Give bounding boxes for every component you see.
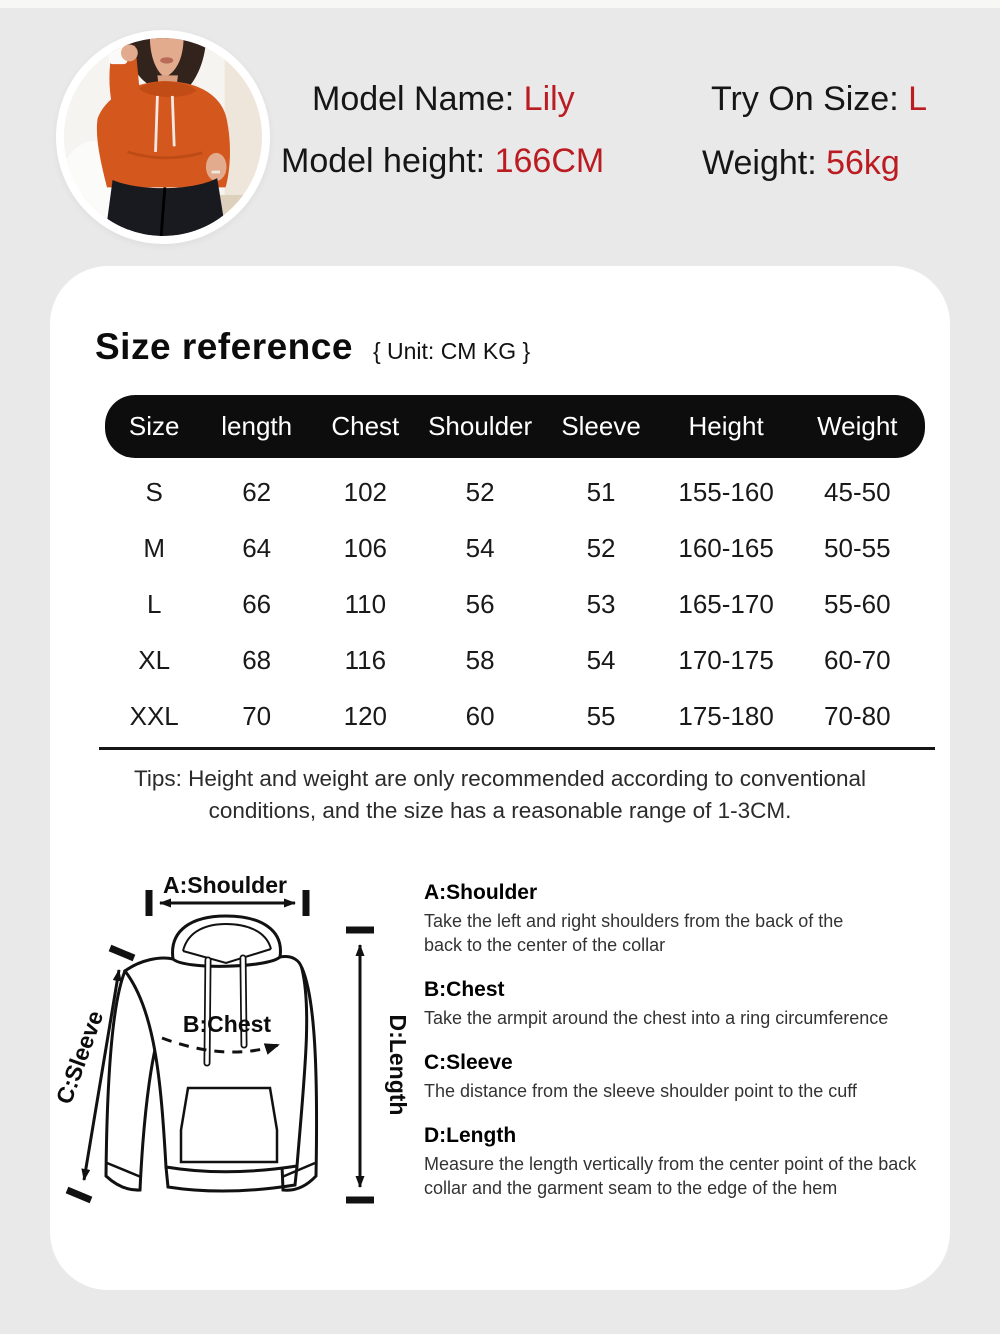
guide-block-length: [424, 1123, 969, 1200]
size-cell: 58: [465, 644, 495, 675]
size-cell: 52: [586, 532, 616, 563]
size-cell: 70-80: [824, 700, 891, 731]
size-cell: 155-160: [678, 476, 774, 507]
diagram-sleeve-label: C:Sleeve: [50, 1007, 109, 1108]
diagram-length-label: D:Length: [385, 1014, 411, 1116]
column-header-shoulder: Shoulder: [428, 411, 533, 441]
size-cell: 51: [586, 476, 616, 507]
size-cell: 160-165: [678, 532, 774, 563]
guide-title-sleeve: C:Sleeve: [424, 1051, 513, 1074]
size-cell: 116: [344, 644, 387, 675]
size-cell: 68: [242, 644, 272, 675]
model-photo-illustration: [64, 38, 262, 236]
model-name-line: [312, 80, 575, 119]
model-height-label: Model height:: [281, 142, 486, 180]
size-cell: 60: [465, 700, 495, 731]
guide-title-chest: B:Chest: [424, 978, 505, 1001]
model-weight-value: 56kg: [826, 144, 900, 182]
diagram-shoulder-label: A:Shoulder: [163, 872, 287, 898]
size-cell: 52: [465, 476, 495, 507]
try-on-label: Try On Size:: [711, 80, 899, 118]
size-cell: 110: [344, 588, 387, 619]
model-name-label: Model Name:: [312, 80, 515, 118]
size-cell: 50-55: [824, 532, 891, 563]
guide-desc-sleeve: The distance from the sleeve shoulder point to the cuff: [424, 1081, 857, 1101]
guide-desc-length: Measure the length vertically from the center point of the back collar and the garment seam to the edge of the hem: [424, 1154, 917, 1198]
guide-block-sleeve: [424, 1050, 969, 1103]
column-header-weight: Weight: [817, 411, 898, 441]
column-header-sleeve: Sleeve: [561, 411, 641, 441]
tips-line-2: conditions, and the size has a reasonable range of 1-3CM.: [208, 798, 792, 823]
table-header-row: [105, 395, 925, 458]
size-cell: 54: [465, 532, 495, 563]
size-cell: 60-70: [824, 644, 891, 675]
table-row: [105, 576, 925, 632]
model-name-value: Lily: [523, 80, 575, 118]
size-row-label: XXL: [129, 700, 179, 731]
size-cell: 56: [465, 588, 495, 619]
guide-desc-chest: Take the armpit around the chest into a ring circumference: [424, 1008, 889, 1028]
table-body: [105, 464, 925, 744]
model-height-line: [281, 142, 604, 181]
size-cell: 70: [242, 700, 272, 731]
card-title: Size reference: [95, 326, 353, 367]
size-table: [105, 395, 925, 750]
tips-text: [50, 763, 950, 827]
table-bottom-rule: [99, 747, 935, 750]
model-weight-line: [702, 144, 900, 183]
size-row-label: S: [145, 476, 163, 507]
table-row: [105, 520, 925, 576]
table-row: [105, 464, 925, 520]
card-title-row: [95, 326, 530, 368]
model-photo: [56, 30, 270, 244]
size-cell: 55: [586, 700, 616, 731]
guide-block-shoulder: [424, 880, 969, 957]
size-cell: 175-180: [678, 700, 774, 731]
model-weight-label: Weight:: [702, 144, 817, 182]
unit-note: { Unit: CM KG }: [372, 338, 531, 364]
size-cell: 64: [242, 532, 272, 563]
size-cell: 120: [343, 700, 388, 731]
top-strip: [0, 0, 1000, 8]
guide-title-length: D:Length: [424, 1124, 517, 1147]
size-reference-card: [50, 266, 950, 1290]
guide-block-chest: [424, 977, 969, 1030]
size-cell: 106: [343, 532, 388, 563]
size-row-label: M: [143, 532, 166, 563]
column-header-length: length: [221, 411, 293, 441]
table-row: [105, 688, 925, 744]
measure-guide: [424, 880, 969, 1220]
try-on-size-line: [711, 80, 927, 119]
size-cell: 55-60: [824, 588, 891, 619]
size-cell: 102: [343, 476, 388, 507]
size-row-label: L: [146, 588, 162, 619]
tips-line-1: Tips: Height and weight are only recommended according to conventional: [133, 766, 867, 791]
size-cell: 53: [586, 588, 616, 619]
guide-title-shoulder: A:Shoulder: [424, 881, 538, 904]
size-row-label: XL: [138, 644, 171, 675]
model-height-value: 166CM: [494, 142, 605, 180]
hoodie-measurement-diagram: [50, 860, 450, 1240]
table-row: [105, 632, 925, 688]
hoodie-outline: [106, 916, 317, 1191]
size-cell: 165-170: [678, 588, 774, 619]
size-cell: 62: [242, 476, 272, 507]
diagram-chest-label: B:Chest: [182, 1011, 272, 1037]
column-header-height: Height: [688, 411, 764, 441]
size-cell: 54: [586, 644, 616, 675]
size-cell: 66: [242, 588, 272, 619]
size-cell: 170-175: [678, 644, 774, 675]
size-cell: 45-50: [824, 476, 891, 507]
column-header-size: Size: [128, 411, 180, 441]
guide-desc-shoulder: Take the left and right shoulders from the back of the back to the center of the collar: [424, 911, 844, 955]
column-header-chest: Chest: [331, 411, 400, 441]
try-on-value: L: [908, 80, 928, 118]
